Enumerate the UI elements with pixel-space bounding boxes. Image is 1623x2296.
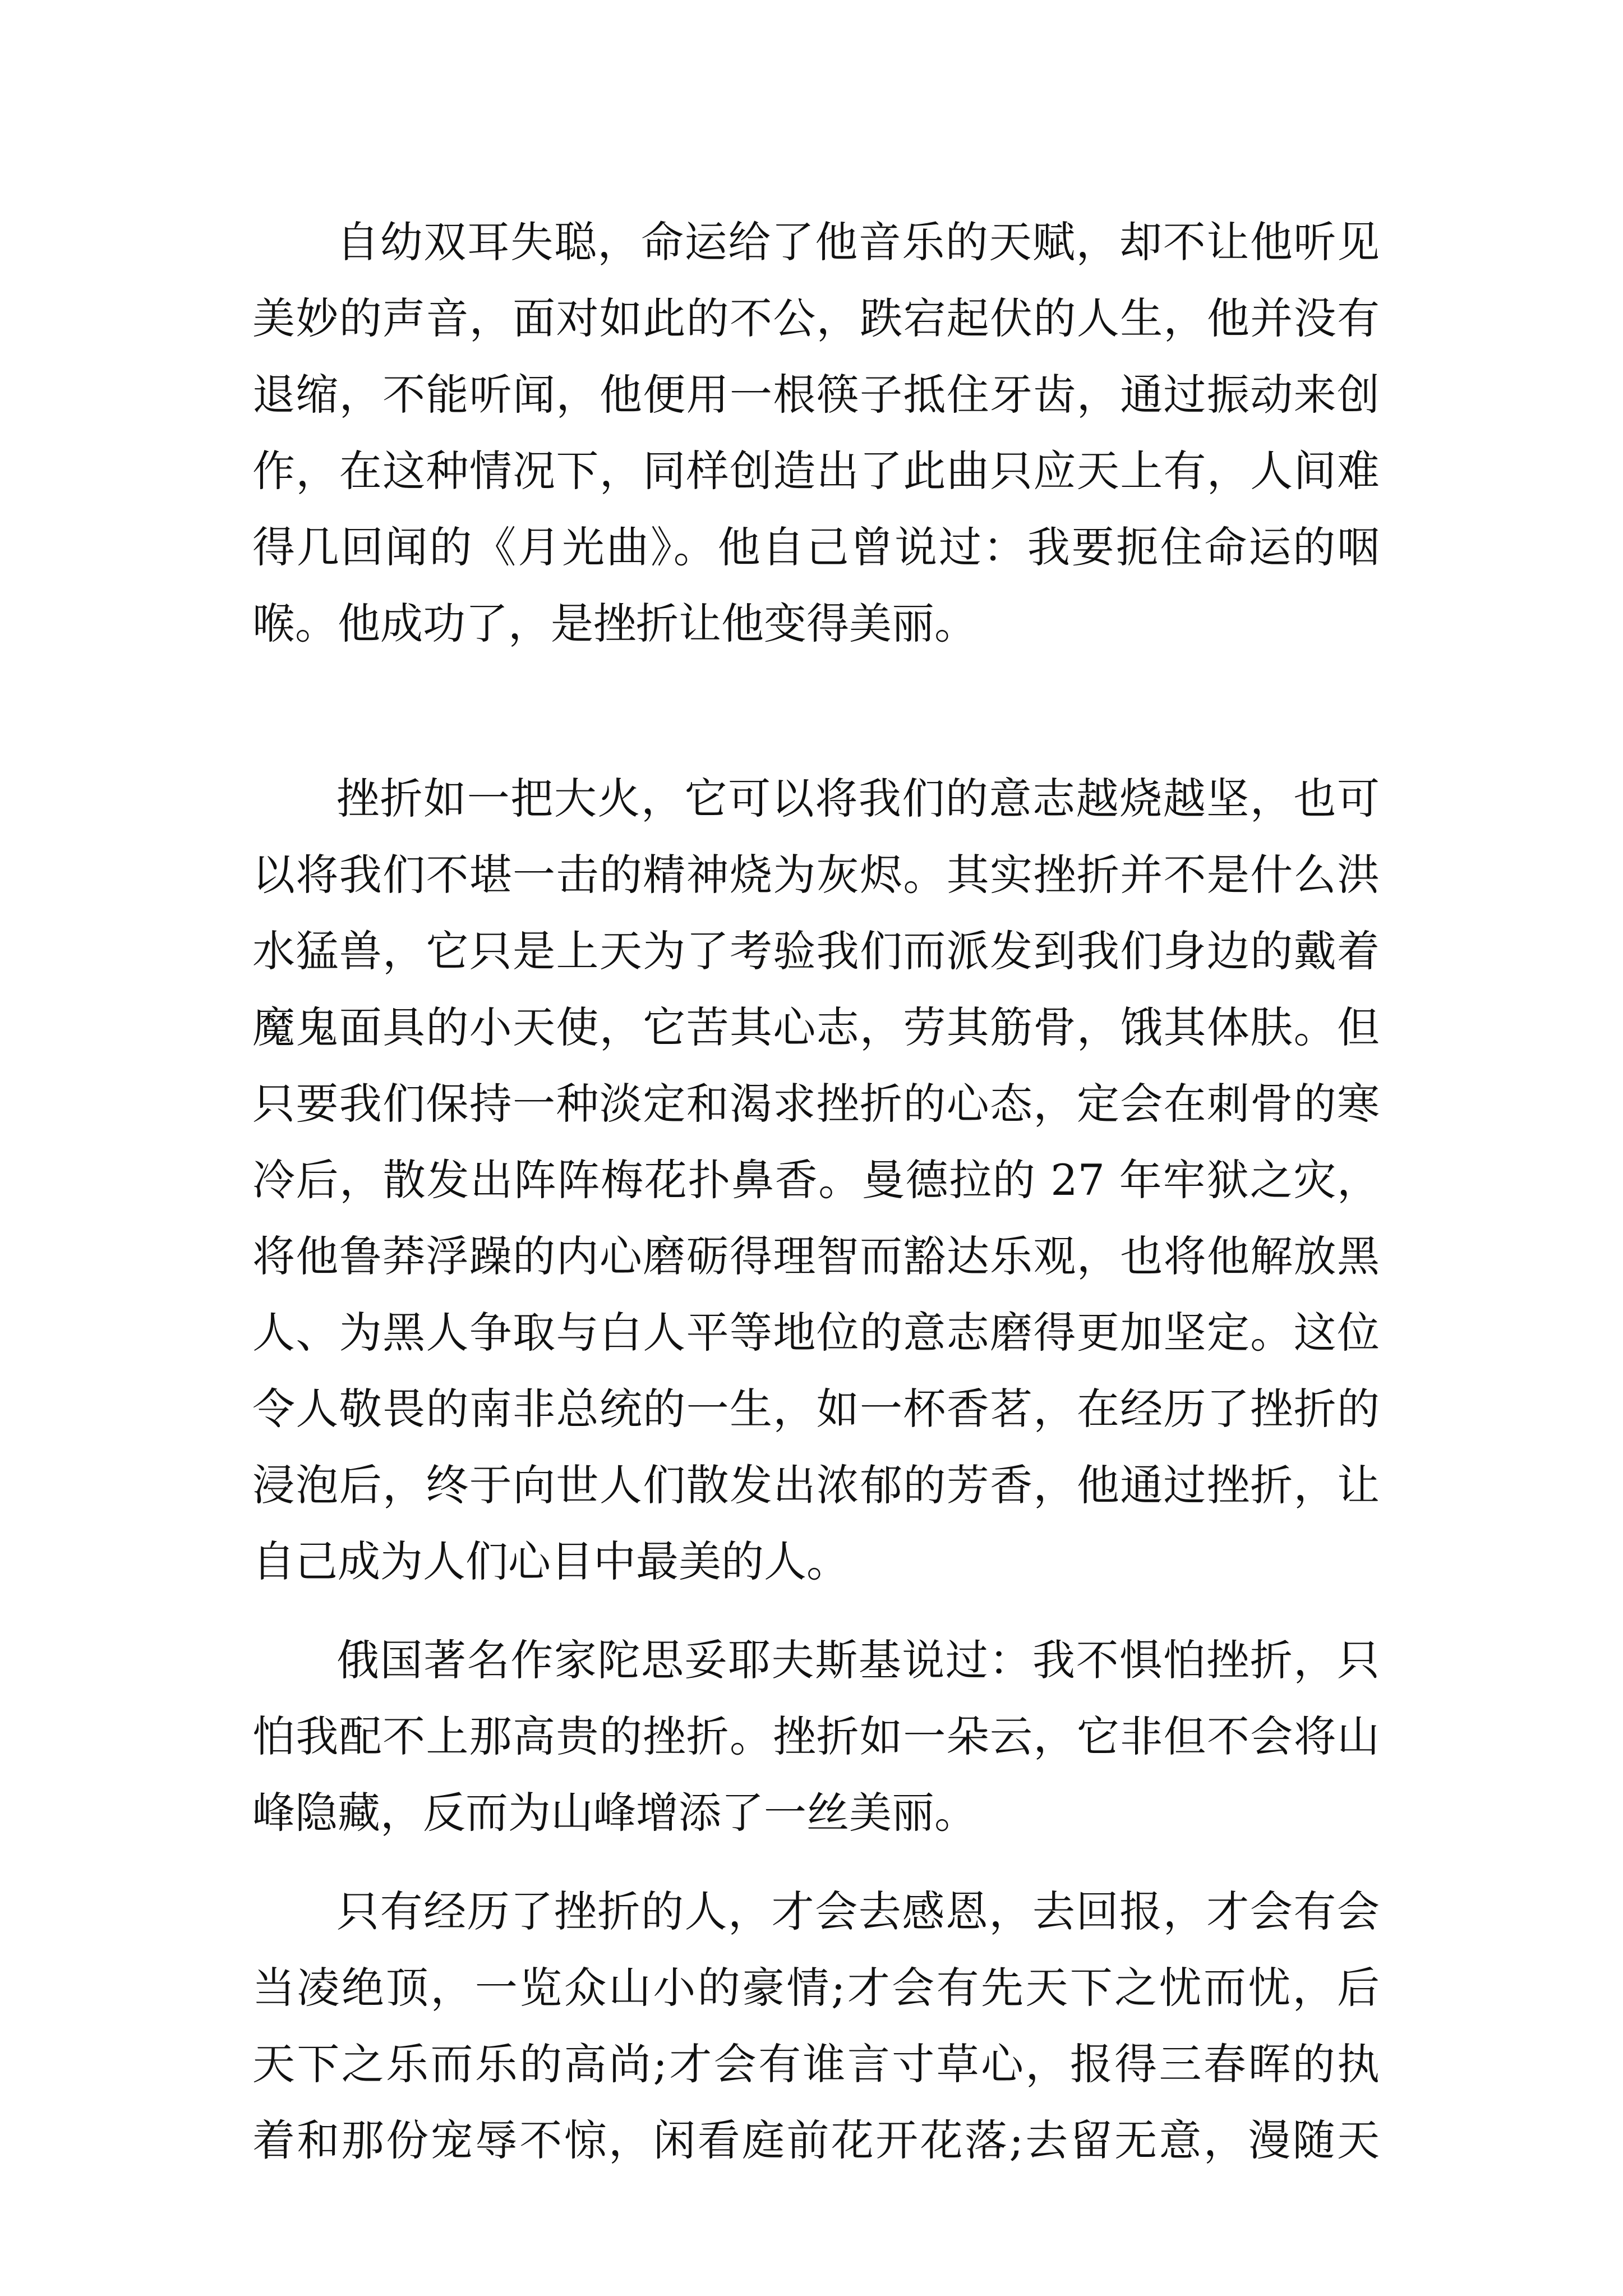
text-line: 着和那份宠辱不惊，闲看庭前花开花落;去留无意，漫随天 bbox=[252, 2115, 1380, 2165]
text-line: 令人敬畏的南非总统的一生，如一杯香茗，在经历了挫折的 bbox=[252, 1384, 1380, 1434]
text-line: 自己成为人们心目中最美的人。 bbox=[252, 1536, 849, 1586]
text-line: 自幼双耳失聪，命运给了他音乐的天赋，却不让他听见 bbox=[336, 217, 1380, 267]
text-line: 人、为黑人争取与白人平等地位的意志磨得更加坚定。这位 bbox=[252, 1308, 1380, 1358]
text-line: 只有经历了挫折的人，才会去感恩，去回报，才会有会 bbox=[336, 1887, 1380, 1936]
text-line: 峰隐藏，反而为山峰增添了一丝美丽。 bbox=[252, 1788, 977, 1838]
text-line: 挫折如一把大火，它可以将我们的意志越烧越坚，也可 bbox=[336, 774, 1380, 823]
text-line: 只要我们保持一种淡定和渴求挫折的心态，定会在刺骨的寒 bbox=[252, 1079, 1380, 1129]
text-line: 魔鬼面具的小天使，它苦其心志，劳其筋骨，饿其体肤。但 bbox=[252, 1002, 1380, 1052]
text-line: 得几回闻的《月光曲》。他自己曾说过：我要扼住命运的咽 bbox=[252, 522, 1380, 572]
text-line: 怕我配不上那高贵的挫折。挫折如一朵云，它非但不会将山 bbox=[252, 1711, 1380, 1761]
text-line: 以将我们不堪一击的精神烧为灰烬。其实挫折并不是什么洪 bbox=[252, 850, 1380, 900]
text-line: 冷后，散发出阵阵梅花扑鼻香。曼德拉的 27 年牢狱之灾， bbox=[252, 1155, 1380, 1205]
text-line: 水猛兽，它只是上天为了考验我们而派发到我们身边的戴着 bbox=[252, 926, 1380, 976]
text-line: 浸泡后，终于向世人们散发出浓郁的芳香，他通过挫折，让 bbox=[252, 1460, 1380, 1510]
text-line: 喉。他成功了，是挫折让他变得美丽。 bbox=[252, 599, 977, 648]
text-line: 将他鲁莽浮躁的内心磨砺得理智而豁达乐观，也将他解放黑 bbox=[252, 1231, 1380, 1281]
text-line: 当凌绝顶，一览众山小的豪情;才会有先天下之忧而忧，后 bbox=[252, 1963, 1380, 2013]
text-line: 退缩，不能听闻，他便用一根筷子抵住牙齿，通过振动来创 bbox=[252, 370, 1380, 420]
text-line: 作，在这种情况下，同样创造出了此曲只应天上有，人间难 bbox=[252, 446, 1380, 496]
text-line: 俄国著名作家陀思妥耶夫斯基说过：我不惧怕挫折，只 bbox=[336, 1635, 1380, 1685]
text-line: 美妙的声音，面对如此的不公，跌宕起伏的人生，他并没有 bbox=[252, 293, 1380, 343]
text-line: 天下之乐而乐的高尚;才会有谁言寸草心，报得三春晖的执 bbox=[252, 2039, 1380, 2089]
